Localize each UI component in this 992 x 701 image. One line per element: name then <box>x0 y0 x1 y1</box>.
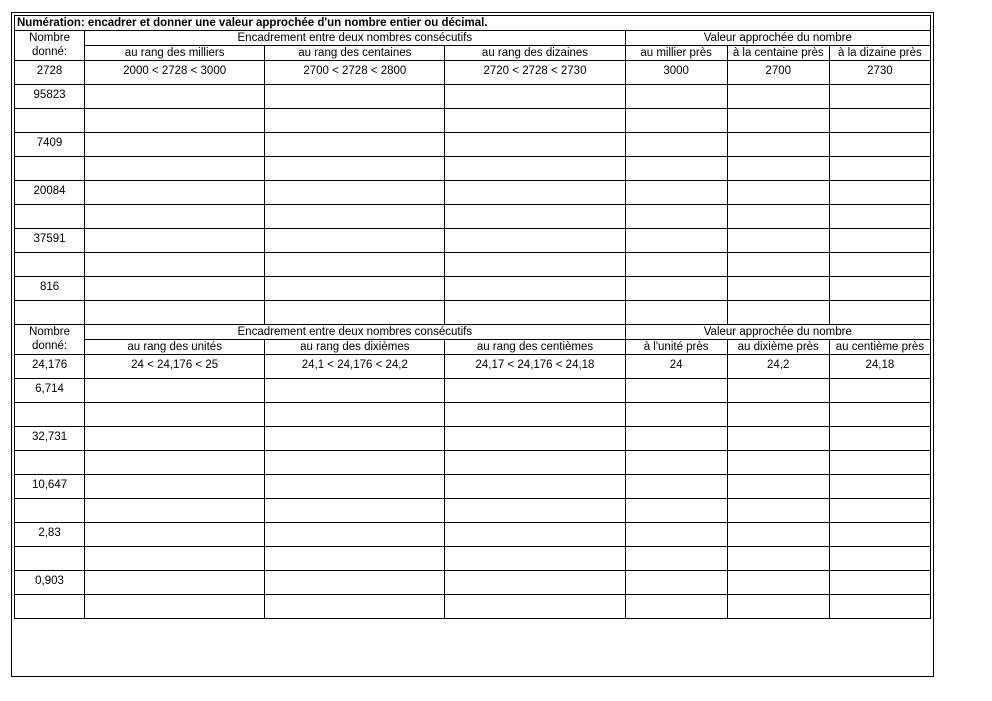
subheader-cell: au rang des dixièmes <box>265 340 445 355</box>
subheader-cell: à la centaine près <box>727 46 829 61</box>
answer-cell[interactable] <box>85 547 265 571</box>
answer-cell[interactable] <box>85 595 265 619</box>
answer-cell[interactable] <box>445 85 625 109</box>
answer-cell[interactable] <box>625 133 727 157</box>
answer-cell[interactable] <box>625 451 727 475</box>
answer-cell[interactable] <box>85 253 265 277</box>
answer-cell[interactable] <box>625 547 727 571</box>
table-row-blank <box>15 109 931 133</box>
answer-cell[interactable] <box>625 109 727 133</box>
answer-cell[interactable] <box>727 523 829 547</box>
answer-cell[interactable] <box>829 571 930 595</box>
answer-cell[interactable] <box>85 205 265 229</box>
given-number: 7409 <box>15 133 85 157</box>
answer-cell[interactable] <box>625 379 727 403</box>
answer-cell[interactable] <box>727 229 829 253</box>
example-answer-cell: 24,18 <box>829 355 930 379</box>
answer-cell[interactable] <box>265 157 445 181</box>
answer-cell[interactable] <box>727 253 829 277</box>
header-encadrement: Encadrement entre deux nombres consécutifs <box>85 325 626 340</box>
answer-cell[interactable] <box>727 547 829 571</box>
table-row <box>15 229 931 253</box>
table-row-blank <box>15 205 931 229</box>
answer-cell[interactable] <box>727 403 829 427</box>
answer-cell[interactable] <box>727 427 829 451</box>
example-answer-cell: 2720 < 2728 < 2730 <box>445 61 625 85</box>
answer-cell[interactable] <box>829 157 930 181</box>
answer-cell[interactable] <box>265 571 445 595</box>
answer-cell[interactable] <box>625 157 727 181</box>
header-nombre: Nombre <box>15 325 85 340</box>
answer-cell[interactable] <box>265 253 445 277</box>
section2-header-row <box>15 325 931 340</box>
answer-cell[interactable] <box>727 277 829 301</box>
header-donne: donné: <box>15 46 85 61</box>
answer-cell[interactable] <box>829 451 930 475</box>
blank-number-cell <box>15 109 85 133</box>
answer-cell[interactable] <box>85 379 265 403</box>
given-number: 816 <box>15 277 85 301</box>
header-nombre: Nombre <box>15 31 85 46</box>
answer-cell[interactable] <box>445 181 625 205</box>
answer-cell[interactable] <box>85 229 265 253</box>
table-row-blank <box>15 253 931 277</box>
answer-cell[interactable] <box>727 109 829 133</box>
section1-subheader-row <box>15 46 931 61</box>
answer-cell[interactable] <box>85 85 265 109</box>
worksheet-table <box>14 15 931 619</box>
answer-cell[interactable] <box>445 523 625 547</box>
answer-cell[interactable] <box>265 109 445 133</box>
header-encadrement: Encadrement entre deux nombres consécutifs <box>85 31 626 46</box>
given-number: 95823 <box>15 85 85 109</box>
example-answer-cell: 2700 <box>727 61 829 85</box>
answer-cell[interactable] <box>445 379 625 403</box>
table-row-blank <box>15 547 931 571</box>
section1-example-row <box>15 61 931 85</box>
table-row <box>15 571 931 595</box>
worksheet <box>11 12 934 677</box>
answer-cell[interactable] <box>727 181 829 205</box>
subheader-cell: au centième près <box>829 340 930 355</box>
answer-cell[interactable] <box>727 379 829 403</box>
answer-cell[interactable] <box>445 595 625 619</box>
answer-cell[interactable] <box>85 475 265 499</box>
example-answer-cell: 2730 <box>829 61 930 85</box>
answer-cell[interactable] <box>85 571 265 595</box>
answer-cell[interactable] <box>625 301 727 325</box>
answer-cell[interactable] <box>265 277 445 301</box>
example-answer-cell: 24 <box>625 355 727 379</box>
answer-cell[interactable] <box>829 181 930 205</box>
answer-cell[interactable] <box>85 277 265 301</box>
answer-cell[interactable] <box>265 403 445 427</box>
table-row-blank <box>15 157 931 181</box>
answer-cell[interactable] <box>727 85 829 109</box>
answer-cell[interactable] <box>85 181 265 205</box>
subheader-cell: au rang des centaines <box>265 46 445 61</box>
blank-number-cell <box>15 403 85 427</box>
given-number: 2,83 <box>15 523 85 547</box>
example-answer-cell: 2000 < 2728 < 3000 <box>85 61 265 85</box>
section1-header-row <box>15 31 931 46</box>
example-number: 2728 <box>15 61 85 85</box>
answer-cell[interactable] <box>265 523 445 547</box>
table-row <box>15 133 931 157</box>
section2-subheader-row <box>15 340 931 355</box>
example-answer-cell: 3000 <box>625 61 727 85</box>
subheader-cell: à la dizaine près <box>829 46 930 61</box>
answer-cell[interactable] <box>265 85 445 109</box>
subheader-cell: au rang des unités <box>85 340 265 355</box>
example-answer-cell: 24,17 < 24,176 < 24,18 <box>445 355 625 379</box>
answer-cell[interactable] <box>625 403 727 427</box>
answer-cell[interactable] <box>829 85 930 109</box>
table-row-blank <box>15 595 931 619</box>
title-row <box>15 16 931 31</box>
answer-cell[interactable] <box>625 427 727 451</box>
given-number: 20084 <box>15 181 85 205</box>
subheader-cell: au millier près <box>625 46 727 61</box>
answer-cell[interactable] <box>829 229 930 253</box>
header-donne: donné: <box>15 340 85 355</box>
answer-cell[interactable] <box>727 571 829 595</box>
answer-cell[interactable] <box>445 427 625 451</box>
answer-cell[interactable] <box>445 253 625 277</box>
answer-cell[interactable] <box>265 451 445 475</box>
answer-cell[interactable] <box>445 499 625 523</box>
subheader-cell: au rang des centièmes <box>445 340 625 355</box>
answer-cell[interactable] <box>829 109 930 133</box>
subheader-cell: au dixième près <box>727 340 829 355</box>
table-row <box>15 523 931 547</box>
answer-cell[interactable] <box>445 451 625 475</box>
answer-cell[interactable] <box>829 595 930 619</box>
answer-cell[interactable] <box>85 523 265 547</box>
table-row-blank <box>15 499 931 523</box>
example-answer-cell: 24,2 <box>727 355 829 379</box>
given-number: 10,647 <box>15 475 85 499</box>
answer-cell[interactable] <box>85 403 265 427</box>
answer-cell[interactable] <box>829 301 930 325</box>
answer-cell[interactable] <box>829 277 930 301</box>
blank-number-cell <box>15 157 85 181</box>
given-number: 32,731 <box>15 427 85 451</box>
answer-cell[interactable] <box>445 157 625 181</box>
table-row <box>15 85 931 109</box>
answer-cell[interactable] <box>625 499 727 523</box>
blank-number-cell <box>15 499 85 523</box>
answer-cell[interactable] <box>625 523 727 547</box>
answer-cell[interactable] <box>445 475 625 499</box>
answer-cell[interactable] <box>85 109 265 133</box>
answer-cell[interactable] <box>625 571 727 595</box>
answer-cell[interactable] <box>85 301 265 325</box>
answer-cell[interactable] <box>265 301 445 325</box>
answer-cell[interactable] <box>445 301 625 325</box>
answer-cell[interactable] <box>265 379 445 403</box>
answer-cell[interactable] <box>829 403 930 427</box>
answer-cell[interactable] <box>727 301 829 325</box>
answer-cell[interactable] <box>829 205 930 229</box>
answer-cell[interactable] <box>445 109 625 133</box>
answer-cell[interactable] <box>445 205 625 229</box>
table-row-blank <box>15 451 931 475</box>
table-row <box>15 475 931 499</box>
answer-cell[interactable] <box>625 475 727 499</box>
answer-cell[interactable] <box>265 133 445 157</box>
answer-cell[interactable] <box>85 427 265 451</box>
answer-cell[interactable] <box>85 157 265 181</box>
example-answer-cell: 24 < 24,176 < 25 <box>85 355 265 379</box>
example-number: 24,176 <box>15 355 85 379</box>
table-row-blank <box>15 301 931 325</box>
header-valeur-approchee: Valeur approchée du nombre <box>625 325 930 340</box>
table-row <box>15 427 931 451</box>
blank-number-cell <box>15 301 85 325</box>
answer-cell[interactable] <box>625 595 727 619</box>
answer-cell[interactable] <box>445 571 625 595</box>
answer-cell[interactable] <box>265 595 445 619</box>
answer-cell[interactable] <box>829 499 930 523</box>
blank-number-cell <box>15 205 85 229</box>
blank-number-cell <box>15 595 85 619</box>
given-number: 0,903 <box>15 571 85 595</box>
blank-number-cell <box>15 253 85 277</box>
answer-cell[interactable] <box>727 451 829 475</box>
section2-example-row <box>15 355 931 379</box>
answer-cell[interactable] <box>445 229 625 253</box>
answer-cell[interactable] <box>265 205 445 229</box>
answer-cell[interactable] <box>625 277 727 301</box>
given-number: 37591 <box>15 229 85 253</box>
answer-cell[interactable] <box>265 499 445 523</box>
example-answer-cell: 24,1 < 24,176 < 24,2 <box>265 355 445 379</box>
answer-cell[interactable] <box>829 253 930 277</box>
table-row <box>15 379 931 403</box>
answer-cell[interactable] <box>265 427 445 451</box>
table-row <box>15 181 931 205</box>
answer-cell[interactable] <box>85 499 265 523</box>
answer-cell[interactable] <box>727 205 829 229</box>
answer-cell[interactable] <box>85 451 265 475</box>
header-valeur-approchee: Valeur approchée du nombre <box>625 31 930 46</box>
answer-cell[interactable] <box>445 547 625 571</box>
answer-cell[interactable] <box>727 133 829 157</box>
answer-cell[interactable] <box>625 205 727 229</box>
answer-cell[interactable] <box>85 133 265 157</box>
answer-cell[interactable] <box>727 499 829 523</box>
subheader-cell: à l'unité près <box>625 340 727 355</box>
given-number: 6,714 <box>15 379 85 403</box>
answer-cell[interactable] <box>829 133 930 157</box>
answer-cell[interactable] <box>625 85 727 109</box>
answer-cell[interactable] <box>265 475 445 499</box>
blank-number-cell <box>15 451 85 475</box>
answer-cell[interactable] <box>445 403 625 427</box>
answer-cell[interactable] <box>829 523 930 547</box>
blank-number-cell <box>15 547 85 571</box>
subheader-cell: au rang des dizaines <box>445 46 625 61</box>
answer-cell[interactable] <box>445 277 625 301</box>
answer-cell[interactable] <box>829 475 930 499</box>
answer-cell[interactable] <box>625 181 727 205</box>
answer-cell[interactable] <box>727 157 829 181</box>
answer-cell[interactable] <box>829 547 930 571</box>
answer-cell[interactable] <box>829 427 930 451</box>
answer-cell[interactable] <box>829 379 930 403</box>
example-answer-cell: 2700 < 2728 < 2800 <box>265 61 445 85</box>
answer-cell[interactable] <box>727 475 829 499</box>
subheader-cell: au rang des milliers <box>85 46 265 61</box>
answer-cell[interactable] <box>625 253 727 277</box>
table-row <box>15 277 931 301</box>
answer-cell[interactable] <box>727 595 829 619</box>
answer-cell[interactable] <box>445 133 625 157</box>
table-row-blank <box>15 403 931 427</box>
answer-cell[interactable] <box>265 181 445 205</box>
answer-cell[interactable] <box>265 229 445 253</box>
answer-cell[interactable] <box>265 547 445 571</box>
worksheet-title: Numération: encadrer et donner une valeur approchée d'un nombre entier ou décimal. <box>15 16 931 31</box>
answer-cell[interactable] <box>625 229 727 253</box>
